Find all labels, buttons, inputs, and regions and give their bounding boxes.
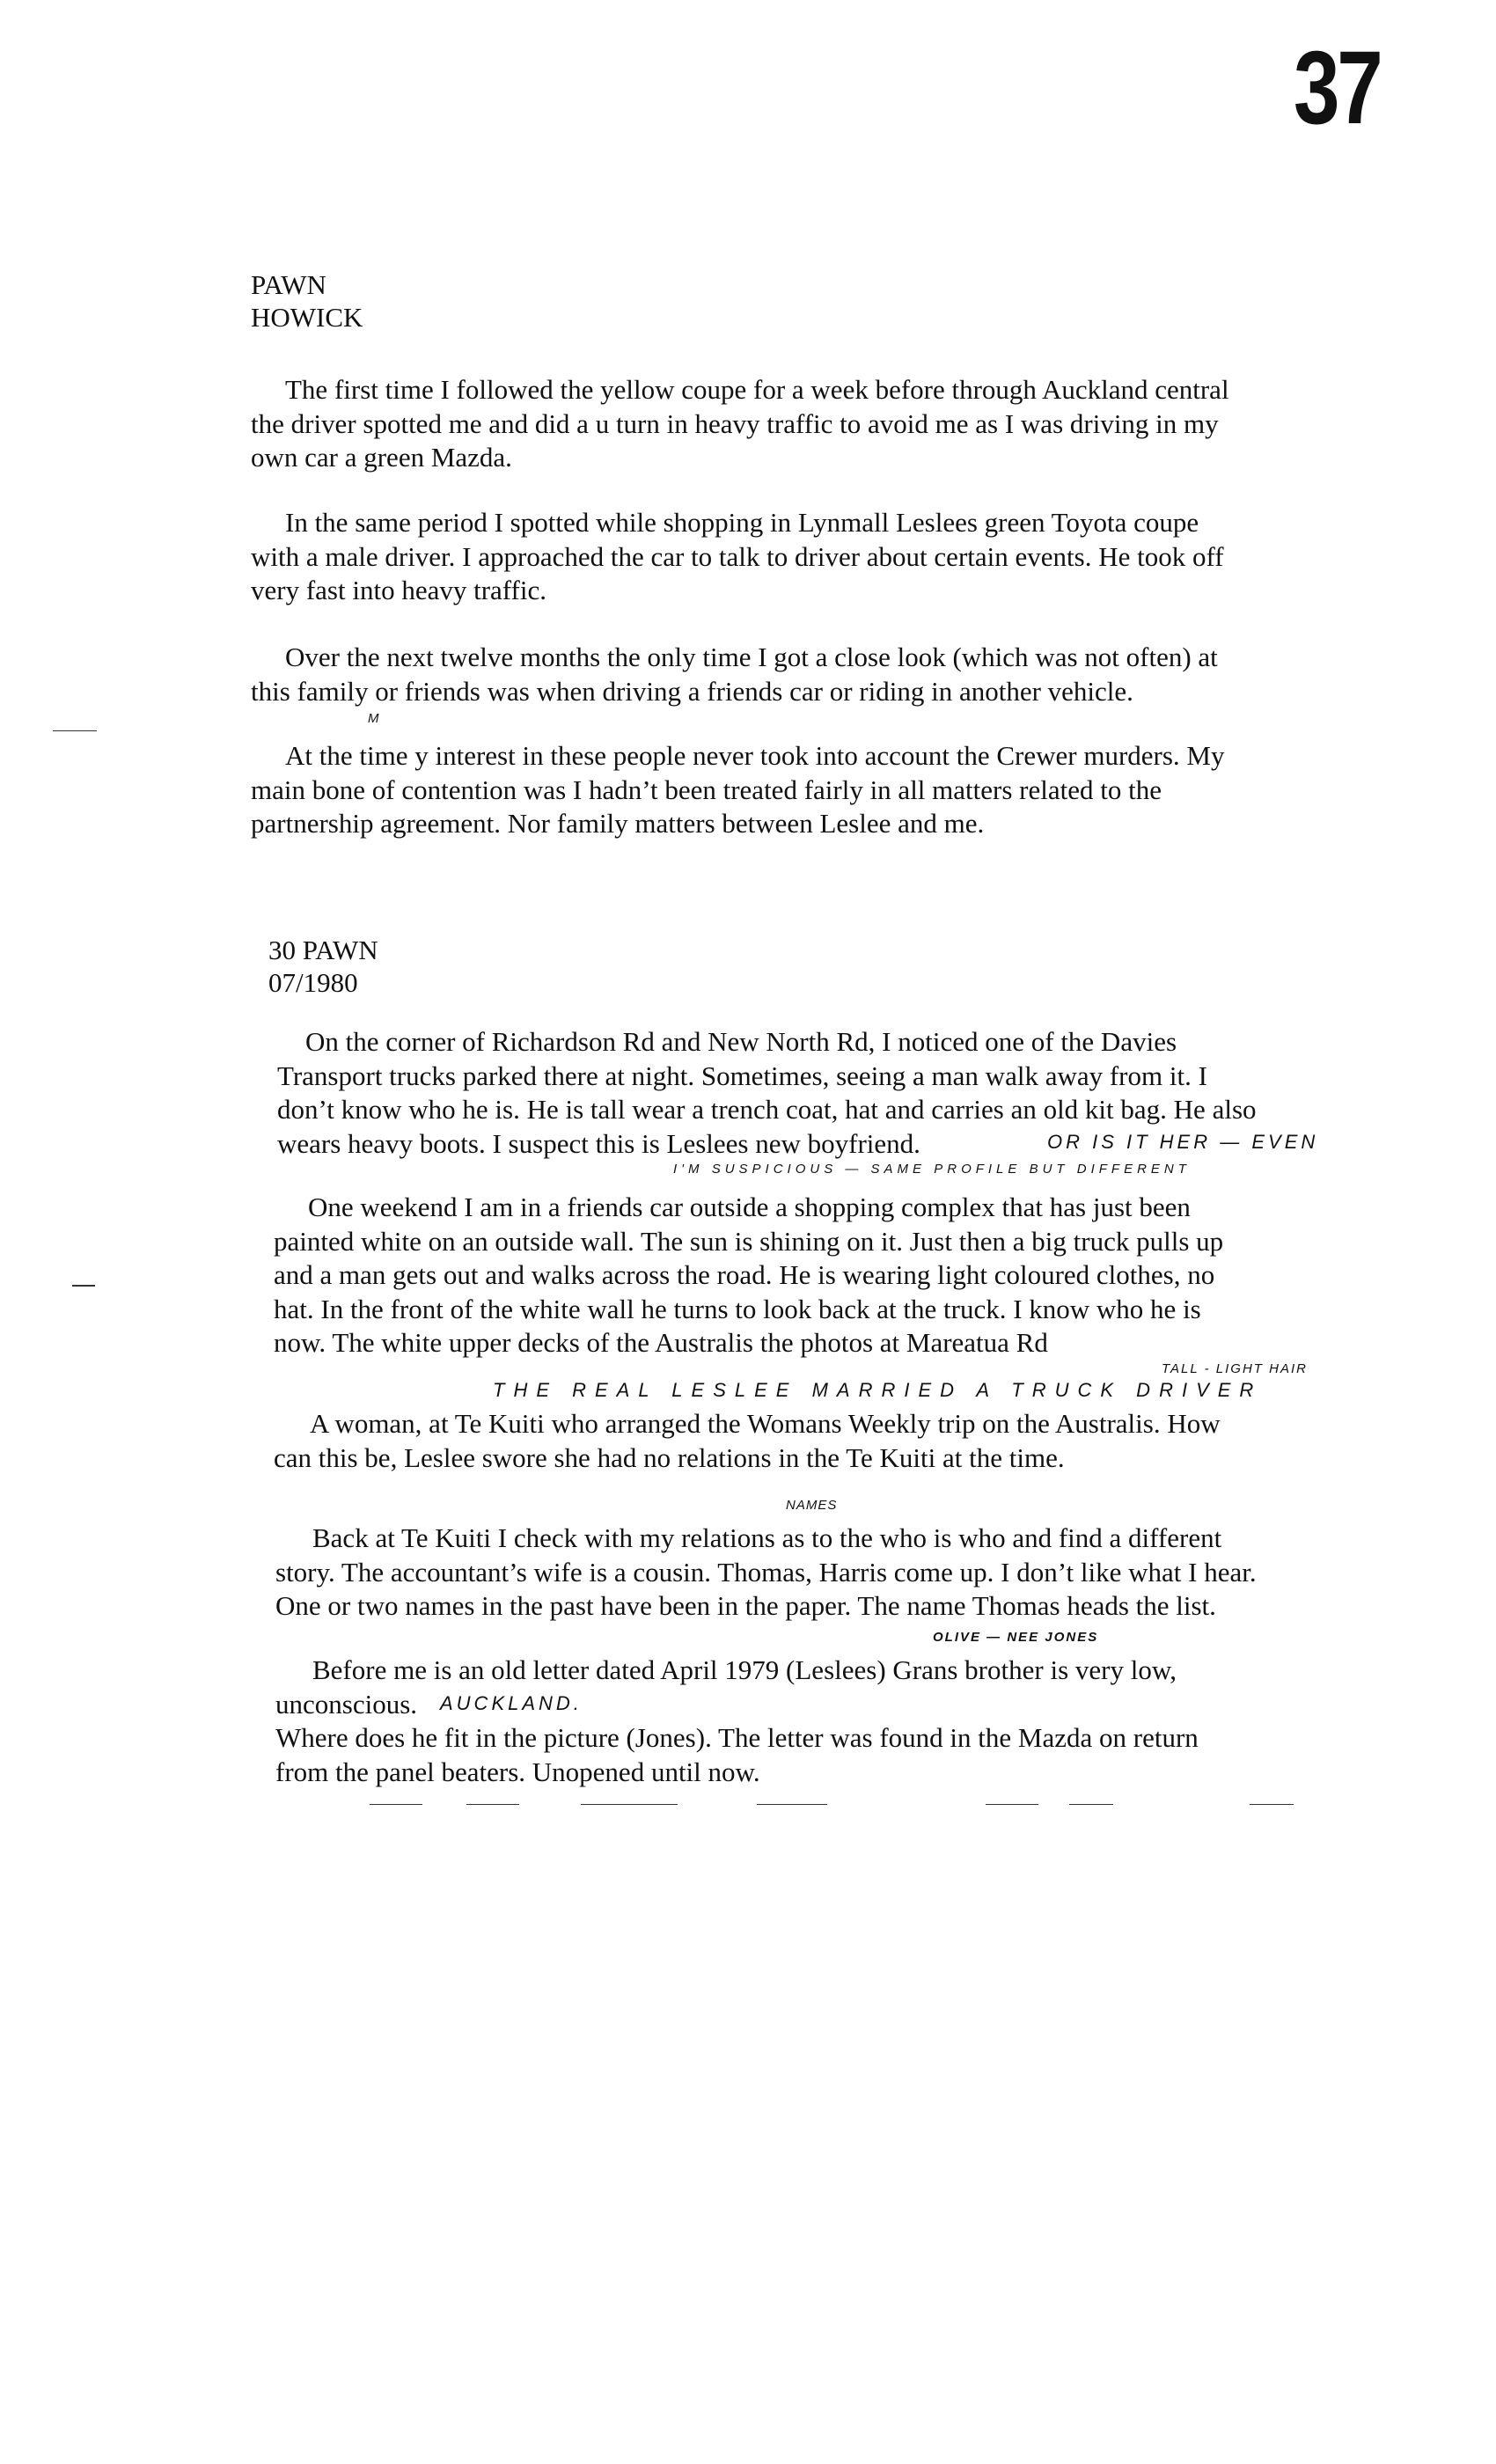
section-heading: 07/1980 [268, 967, 358, 998]
paragraph-line: now. The white upper decks of the Australis the photos at Mareatua Rd [274, 1327, 1048, 1358]
handwritten-note: AUCKLAND. [440, 1692, 583, 1714]
paragraph-line: At the time y interest in these people never took into account the Crewer murders. My [285, 740, 1225, 771]
handwritten-note: TALL - LIGHT HAIR [1162, 1361, 1308, 1376]
section-heading: 30 PAWN [268, 935, 378, 965]
paragraph-line: don’t know who he is. He is tall wear a trench coat, hat and carries an old kit bag. He also [277, 1094, 1257, 1125]
paragraph-line: The first time I followed the yellow coupe for a week before through Auckland central [285, 374, 1229, 405]
handwritten-note: THE REAL LESLEE MARRIED A TRUCK DRIVER [493, 1379, 1263, 1401]
paragraph-line: own car a green Mazda. [251, 442, 512, 473]
paragraph-line: painted white on an outside wall. The sun is shining on it. Just then a big truck pulls up [274, 1226, 1224, 1257]
section-heading: PAWN [251, 269, 326, 300]
paragraph-line: Transport trucks parked there at night. Sometimes, seeing a man walk away from it. I [277, 1060, 1207, 1091]
paragraph-line: Back at Te Kuiti I check with my relations as to the who is who and find a different [312, 1522, 1222, 1553]
section-heading: HOWICK [251, 302, 363, 333]
paragraph-line: Where does he fit in the picture (Jones). The letter was found in the Mazda on return [275, 1722, 1199, 1753]
paragraph-line: unconscious. [275, 1689, 418, 1720]
paragraph-line: Over the next twelve months the only time I got a close look (which was not often) at [285, 642, 1218, 672]
paragraph-line: and a man gets out and walks across the road. He is wearing light coloured clothes, no [274, 1259, 1215, 1290]
paragraph-line: this family or friends was when driving a friends car or riding in another vehicle. [251, 676, 1133, 707]
paragraph-line: wears heavy boots. I suspect this is Leslees new boyfriend. [277, 1128, 920, 1159]
paragraph-line: On the corner of Richardson Rd and New North Rd, I noticed one of the Davies [305, 1026, 1177, 1057]
page-number: 37 [1294, 30, 1381, 146]
paragraph-line: story. The accountant’s wife is a cousin. Thomas, Harris come up. I don’t like what I hear. [275, 1557, 1257, 1588]
paragraph-line: the driver spotted me and did a u turn in heavy traffic to avoid me as I was driving in my [251, 408, 1219, 439]
paragraph-line: very fast into heavy traffic. [251, 575, 546, 605]
paragraph-line: main bone of contention was I hadn’t been treated fairly in all matters related to the [251, 774, 1162, 805]
paragraph-line: hat. In the front of the white wall he turns to look back at the truck. I know who he is [274, 1294, 1201, 1324]
handwritten-note: OR IS IT HER — EVEN [1047, 1131, 1319, 1153]
paragraph-line: can this be, Leslee swore she had no relations in the Te Kuiti at the time. [274, 1442, 1065, 1473]
paragraph-line: partnership agreement. Nor family matters between Leslee and me. [251, 808, 985, 839]
handwritten-insert: M [368, 711, 381, 726]
handwritten-note: I'M SUSPICIOUS — SAME PROFILE BUT DIFFERENT [673, 1162, 1191, 1177]
paragraph-line: A woman, at Te Kuiti who arranged the Womans Weekly trip on the Australis. How [310, 1408, 1221, 1439]
paragraph-line: with a male driver. I approached the car to talk to driver about certain events. He took off [251, 541, 1224, 572]
paragraph-line: In the same period I spotted while shopping in Lynmall Leslees green Toyota coupe [285, 507, 1199, 538]
paragraph-line: One or two names in the past have been in the paper. The name Thomas heads the list. [275, 1590, 1216, 1621]
paragraph-line: Before me is an old letter dated April 1979 (Leslees) Grans brother is very low, [312, 1654, 1177, 1685]
handwritten-note: OLIVE — NEE JONES [933, 1630, 1099, 1645]
paragraph-line: from the panel beaters. Unopened until now. [275, 1756, 760, 1787]
paragraph-line: One weekend I am in a friends car outside a shopping complex that has just been [308, 1192, 1191, 1222]
handwritten-note: NAMES [786, 1498, 838, 1513]
